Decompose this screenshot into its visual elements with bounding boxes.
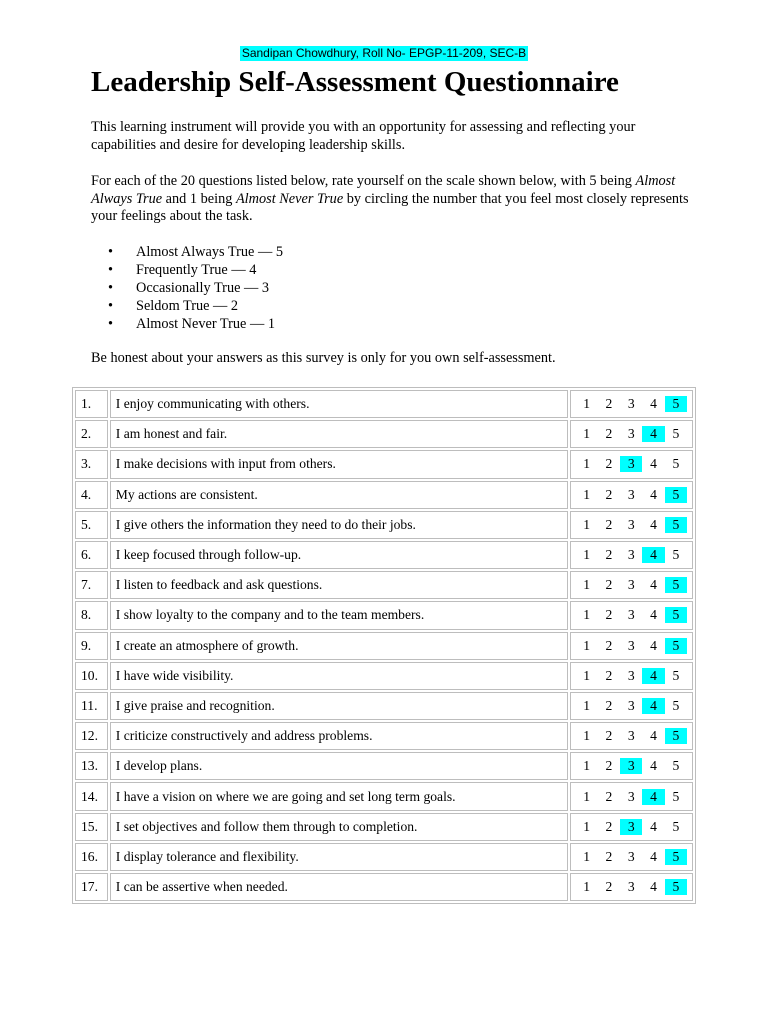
rating-option-1[interactable]: 1 <box>583 818 591 834</box>
rating-option-4[interactable]: 4 <box>650 607 657 623</box>
rating-option-1[interactable]: 1 <box>583 486 591 502</box>
rating-option-1[interactable]: 1 <box>583 456 591 472</box>
instructions-paragraph <box>91 173 691 226</box>
question-text: I give others the information they need to do their jobs. <box>110 511 568 539</box>
rating-option-4[interactable]: 4 <box>650 818 657 834</box>
rating-option-5[interactable]: 5 <box>672 667 680 683</box>
rating-option-1[interactable]: 1 <box>583 667 591 683</box>
intro-paragraph: This learning instrument will provide you with an opportunity for assessing and reflecting your capabilities and desire for developing leadership skills. <box>91 119 636 153</box>
rating-option-1[interactable]: 1 <box>583 758 591 774</box>
rating-option-1[interactable]: 1 <box>583 788 591 804</box>
rating-options <box>570 481 694 509</box>
rating-options <box>570 632 694 660</box>
rating-option-1[interactable]: 1 <box>583 637 591 653</box>
instructions-italic-1: Almost Always True <box>91 173 676 207</box>
rating-option-5[interactable]: 5 <box>665 396 687 412</box>
rating-option-4[interactable]: 4 <box>650 456 657 472</box>
rating-options <box>570 511 694 539</box>
rating-options <box>570 782 694 810</box>
rating-option-5[interactable]: 5 <box>672 788 680 804</box>
rating-option-5[interactable]: 5 <box>672 456 680 472</box>
rating-option-2[interactable]: 2 <box>605 516 613 532</box>
rating-option-3[interactable]: 3 <box>627 486 635 502</box>
rating-option-3[interactable]: 3 <box>627 516 635 532</box>
question-number: 5. <box>75 511 108 539</box>
question-number: 11. <box>75 692 108 720</box>
rating-option-2[interactable]: 2 <box>605 577 613 593</box>
question-row <box>75 571 693 599</box>
rating-option-2[interactable]: 2 <box>605 486 613 502</box>
rating-option-1[interactable]: 1 <box>583 879 591 895</box>
question-row <box>75 420 693 448</box>
question-text: I show loyalty to the company and to the team members. <box>110 601 568 629</box>
rating-option-3[interactable]: 3 <box>627 637 635 653</box>
rating-options <box>570 722 694 750</box>
rating-option-3[interactable]: 3 <box>620 758 642 774</box>
rating-option-2[interactable]: 2 <box>605 396 613 412</box>
question-number: 14. <box>75 782 108 810</box>
question-text: I keep focused through follow-up. <box>110 541 568 569</box>
rating-option-2[interactable]: 2 <box>605 697 613 713</box>
question-number: 15. <box>75 813 108 841</box>
question-text: I have wide visibility. <box>110 662 568 690</box>
rating-option-3[interactable]: 3 <box>627 667 635 683</box>
instructions-text-2: and 1 being <box>162 190 236 207</box>
question-number: 17. <box>75 873 108 901</box>
questionnaire-table <box>72 387 696 904</box>
rating-option-2[interactable]: 2 <box>605 637 613 653</box>
question-row <box>75 843 693 871</box>
question-number: 2. <box>75 420 108 448</box>
question-number: 8. <box>75 601 108 629</box>
rating-options <box>570 813 694 841</box>
question-text: I can be assertive when needed. <box>110 873 568 901</box>
rating-options <box>570 420 694 448</box>
rating-option-3[interactable]: 3 <box>620 819 642 835</box>
rating-option-5[interactable]: 5 <box>665 879 687 895</box>
rating-option-5[interactable]: 5 <box>672 547 680 563</box>
rating-option-2[interactable]: 2 <box>605 788 613 804</box>
rating-option-2[interactable]: 2 <box>605 728 613 744</box>
rating-option-2[interactable]: 2 <box>605 456 613 472</box>
question-row <box>75 692 693 720</box>
question-row <box>75 873 693 901</box>
rating-option-5[interactable]: 5 <box>672 758 680 774</box>
instructions-text-3: by circling the number that you feel most closely represents your feelings about the task. <box>91 190 689 224</box>
question-text: I am honest and fair. <box>110 420 568 448</box>
rating-option-1[interactable]: 1 <box>583 697 591 713</box>
rating-option-5[interactable]: 5 <box>665 607 687 623</box>
question-row <box>75 450 693 478</box>
question-text: I set objectives and follow them through to completion. <box>110 813 568 841</box>
rating-option-4[interactable]: 4 <box>650 577 657 593</box>
rating-options <box>570 843 694 871</box>
scale-item: • Seldom True — 2 <box>108 298 283 316</box>
scale-list <box>108 244 283 334</box>
rating-option-3[interactable]: 3 <box>627 426 635 442</box>
rating-option-2[interactable]: 2 <box>605 426 613 442</box>
question-number: 12. <box>75 722 108 750</box>
rating-options <box>570 601 694 629</box>
rating-option-3[interactable]: 3 <box>620 456 642 472</box>
rating-option-4[interactable]: 4 <box>650 486 657 502</box>
question-number: 6. <box>75 541 108 569</box>
honesty-note: Be honest about your answers as this survey is only for you own self-assessment. <box>91 350 556 366</box>
rating-option-5[interactable]: 5 <box>665 849 687 865</box>
rating-option-2[interactable]: 2 <box>605 547 613 563</box>
question-row <box>75 601 693 629</box>
rating-option-5[interactable]: 5 <box>672 697 680 713</box>
question-text: I display tolerance and flexibility. <box>110 843 568 871</box>
rating-option-5[interactable]: 5 <box>665 638 687 654</box>
question-text: My actions are consistent. <box>110 481 568 509</box>
rating-options <box>570 390 694 418</box>
rating-option-5[interactable]: 5 <box>672 818 680 834</box>
rating-option-1[interactable]: 1 <box>583 728 591 744</box>
question-text: I develop plans. <box>110 752 568 780</box>
question-text: I create an atmosphere of growth. <box>110 632 568 660</box>
rating-option-3[interactable]: 3 <box>627 788 635 804</box>
question-number: 3. <box>75 450 108 478</box>
question-text: I have a vision on where we are going and set long term goals. <box>110 782 568 810</box>
scale-item: • Frequently True — 4 <box>108 262 283 280</box>
question-text: I criticize constructively and address problems. <box>110 722 568 750</box>
rating-option-5[interactable]: 5 <box>665 487 687 503</box>
rating-option-3[interactable]: 3 <box>627 728 635 744</box>
question-row <box>75 813 693 841</box>
question-row <box>75 390 693 418</box>
rating-options <box>570 450 694 478</box>
rating-option-4[interactable]: 4 <box>650 879 657 895</box>
question-number: 13. <box>75 752 108 780</box>
rating-option-1[interactable]: 1 <box>583 396 591 412</box>
rating-option-4[interactable]: 4 <box>642 668 664 684</box>
rating-option-4[interactable]: 4 <box>650 728 657 744</box>
question-text: I enjoy communicating with others. <box>110 390 568 418</box>
rating-options <box>570 873 694 901</box>
header <box>0 44 768 62</box>
rating-options <box>570 692 694 720</box>
rating-options <box>570 662 694 690</box>
rating-option-4[interactable]: 4 <box>650 396 657 412</box>
rating-option-4[interactable]: 4 <box>650 848 657 864</box>
rating-option-1[interactable]: 1 <box>583 848 591 864</box>
rating-option-3[interactable]: 3 <box>627 396 635 412</box>
instructions-italic-2: Almost Never True <box>235 190 344 207</box>
question-text: I listen to feedback and ask questions. <box>110 571 568 599</box>
rating-option-4[interactable]: 4 <box>642 789 664 805</box>
rating-options <box>570 571 694 599</box>
question-row <box>75 632 693 660</box>
rating-option-3[interactable]: 3 <box>627 577 635 593</box>
rating-option-4[interactable]: 4 <box>650 516 657 532</box>
rating-option-3[interactable]: 3 <box>627 879 635 895</box>
rating-options <box>570 752 694 780</box>
question-number: 10. <box>75 662 108 690</box>
question-number: 4. <box>75 481 108 509</box>
question-number: 16. <box>75 843 108 871</box>
rating-option-2[interactable]: 2 <box>605 818 613 834</box>
rating-option-5[interactable]: 5 <box>665 728 687 744</box>
rating-option-4[interactable]: 4 <box>650 637 657 653</box>
rating-option-3[interactable]: 3 <box>627 547 635 563</box>
rating-option-1[interactable]: 1 <box>583 547 591 563</box>
rating-option-4[interactable]: 4 <box>642 547 664 563</box>
rating-option-1[interactable]: 1 <box>583 607 591 623</box>
page-title: Leadership Self-Assessment Questionnaire <box>91 66 619 98</box>
question-row <box>75 752 693 780</box>
rating-option-1[interactable]: 1 <box>583 516 591 532</box>
rating-option-5[interactable]: 5 <box>665 517 687 533</box>
rating-option-4[interactable]: 4 <box>642 426 664 442</box>
rating-option-2[interactable]: 2 <box>605 879 613 895</box>
question-row <box>75 722 693 750</box>
scale-item: • Almost Always True — 5 <box>108 244 283 262</box>
rating-options <box>570 541 694 569</box>
author-header: Sandipan Chowdhury, Roll No- EPGP-11-209, SEC-B <box>241 46 527 60</box>
rating-option-2[interactable]: 2 <box>605 607 613 623</box>
rating-option-3[interactable]: 3 <box>627 607 635 623</box>
scale-item: • Almost Never True — 1 <box>108 316 283 334</box>
question-row <box>75 481 693 509</box>
question-text: I make decisions with input from others. <box>110 450 568 478</box>
question-number: 9. <box>75 632 108 660</box>
rating-option-3[interactable]: 3 <box>627 848 635 864</box>
question-number: 1. <box>75 390 108 418</box>
question-row <box>75 662 693 690</box>
scale-item: • Occasionally True — 3 <box>108 280 283 298</box>
rating-option-2[interactable]: 2 <box>605 758 613 774</box>
rating-option-3[interactable]: 3 <box>627 697 635 713</box>
question-row <box>75 541 693 569</box>
rating-option-5[interactable]: 5 <box>665 577 687 593</box>
rating-option-2[interactable]: 2 <box>605 667 613 683</box>
rating-option-2[interactable]: 2 <box>605 848 613 864</box>
rating-option-5[interactable]: 5 <box>672 426 680 442</box>
instructions-text-1: For each of the 20 questions listed below, rate yourself on the scale shown below, with 5 being <box>91 173 636 189</box>
question-row <box>75 511 693 539</box>
rating-option-4[interactable]: 4 <box>650 758 657 774</box>
rating-option-1[interactable]: 1 <box>583 426 591 442</box>
rating-option-4[interactable]: 4 <box>642 698 664 714</box>
rating-option-1[interactable]: 1 <box>583 577 591 593</box>
question-text: I give praise and recognition. <box>110 692 568 720</box>
question-row <box>75 782 693 810</box>
question-number: 7. <box>75 571 108 599</box>
